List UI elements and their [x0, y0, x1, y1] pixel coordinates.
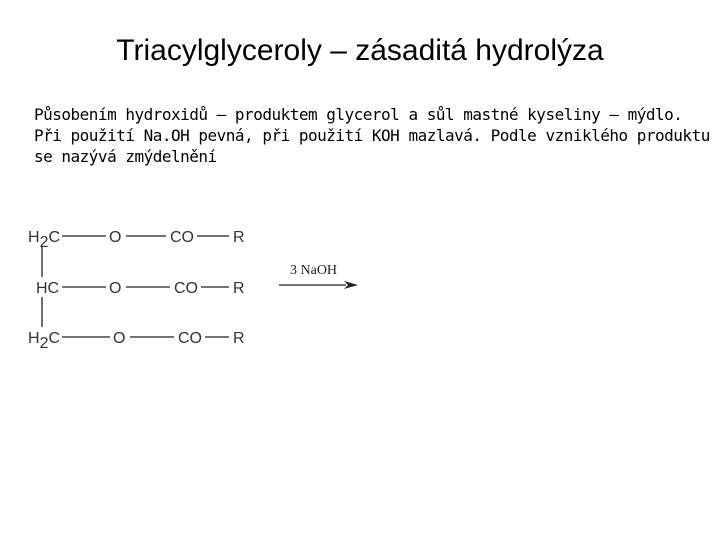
reaction-row-3	[28, 330, 245, 352]
row1-r: R	[233, 229, 245, 246]
row1-acyl: CO	[170, 229, 194, 246]
row3-carbon: H2C	[28, 330, 61, 352]
row2-oxygen: O	[109, 280, 122, 297]
row3-r: R	[233, 330, 245, 347]
reagent-label: 3 NaOH	[290, 263, 338, 278]
slide-title: Triacylglyceroly – zásaditá hydrolýza	[116, 34, 604, 67]
reaction-row-1	[28, 229, 245, 251]
row1-oxygen: O	[109, 229, 122, 246]
row2-r: R	[233, 280, 245, 297]
reaction-arrow-head-icon	[344, 281, 358, 289]
row1-carbon: H2C	[28, 229, 61, 251]
row2-carbon: HC	[36, 280, 60, 297]
saponification-diagram	[0, 210, 720, 370]
row2-acyl: CO	[174, 280, 198, 297]
slide-paragraph: Působením hydroxidů – produktem glycerol a sůl mastné kyseliny – mýdlo. Při použití Na.OH pevná, při použití KOH mazlavá. Podle vzniklého produktu se nazývá zmýdelnění	[34, 105, 710, 166]
reaction-row-2	[36, 280, 245, 297]
row3-acyl: CO	[178, 330, 202, 347]
row3-oxygen: O	[113, 330, 126, 347]
